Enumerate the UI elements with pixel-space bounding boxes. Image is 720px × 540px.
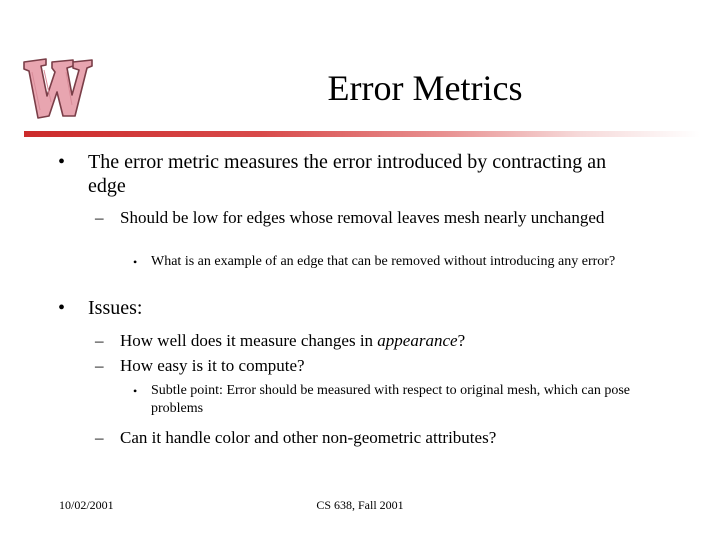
- bullet-level2: [95, 330, 640, 351]
- bullet-marker: –: [95, 208, 104, 227]
- bullet-text: What is an example of an edge that can be removed without introducing any error?: [151, 254, 616, 269]
- bullet-text: The error metric measures the error introduced by contracting an edge: [88, 151, 607, 197]
- bullet-marker: –: [95, 331, 104, 350]
- bullet-text: Can it handle color and other non-geometric attributes?: [120, 428, 497, 447]
- bullet-text: Should be low for edges whose removal leaves mesh nearly unchanged: [120, 208, 605, 227]
- bullet-level3: [133, 253, 686, 271]
- title-underline: [24, 131, 700, 137]
- bullet-text: Subtle point: Error should be measured with respect to original mesh, which can pose problems: [151, 383, 631, 416]
- bullet-level2: [95, 207, 620, 228]
- bullet-level2: [95, 355, 640, 376]
- bullet-text: How easy is it to compute?: [120, 356, 305, 375]
- bullet-marker: •: [133, 255, 138, 269]
- bullet-marker: •: [58, 151, 66, 173]
- footer-date: 10/02/2001: [59, 498, 114, 512]
- bullet-level3: [133, 382, 671, 418]
- bullet-marker: •: [58, 297, 66, 319]
- bullet-text: Issues:: [88, 297, 143, 319]
- slide-title: Error Metrics: [327, 68, 523, 108]
- emphasis-appearance: appearance: [377, 331, 458, 350]
- bullet-level1: [58, 296, 608, 320]
- bullet-marker: –: [95, 356, 104, 375]
- bullet-level1: [58, 150, 608, 198]
- bullet-marker: •: [133, 384, 138, 398]
- footer-course: CS 638, Fall 2001: [316, 498, 404, 512]
- bullet-text-end: ?: [457, 331, 466, 350]
- bullet-level2: [95, 427, 640, 448]
- bullet-marker: –: [95, 428, 104, 447]
- bullet-text: How well does it measure changes in: [120, 331, 378, 350]
- wisconsin-w-logo: [18, 50, 96, 124]
